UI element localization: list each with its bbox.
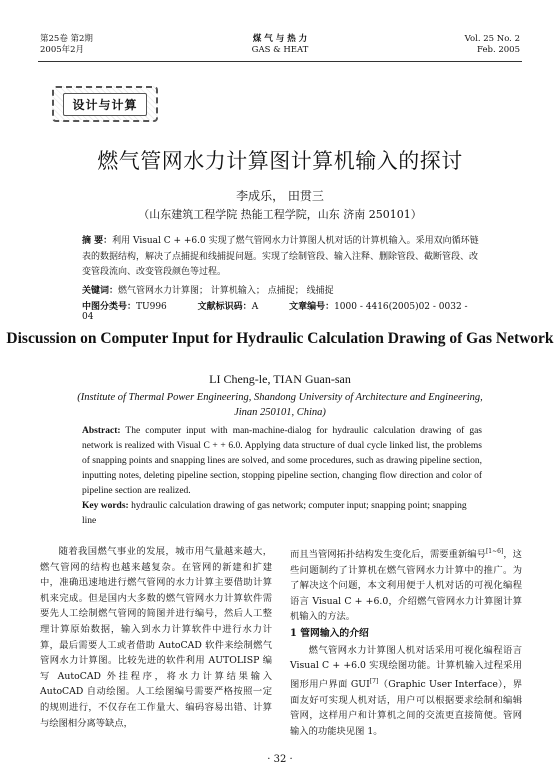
volume-en: Vol. 25 No. 2 bbox=[464, 34, 520, 44]
body-paragraph-continued: 而且当管网拓扑结构发生变化后，需要重新编号[1~6]，这些问题制约了计算机在燃气管网水力计算中的推广。为了解决这个问题，本文利用便于人机对话的可视化编程语言 Visual C + +6.0，介绍燃气管网水力计算图计算机输入的方法。 bbox=[290, 548, 522, 623]
title-en: Discussion on Computer Input for Hydraulic Calculation Drawing of Gas Network bbox=[6, 330, 554, 347]
abstract-en-label: Abstract: bbox=[82, 426, 121, 436]
citation: [7] bbox=[369, 677, 379, 685]
doc-value: A bbox=[251, 302, 259, 312]
affiliation-en: (Institute of Thermal Power Engineering, Shandong University of Architecture and Engineering, Jinan 250101, China) bbox=[77, 392, 483, 418]
article-label: 文章编号： bbox=[289, 302, 335, 312]
title-cn: 燃气管网水力计算图计算机输入的探讨 bbox=[97, 149, 463, 173]
journal-cn: 煤 气 与 热 力 bbox=[252, 34, 308, 44]
body-column-right bbox=[290, 544, 522, 739]
authors-cn: 李成乐， 田贯三 bbox=[236, 189, 324, 203]
clc-label: 中图分类号： bbox=[82, 302, 137, 312]
date-cn: 2005年2月 bbox=[40, 45, 85, 55]
section-1-heading: 1 管网输入的介绍 bbox=[290, 628, 369, 640]
body-column-left bbox=[40, 544, 272, 731]
keywords-en-text: hydraulic calculation drawing of gas network; computer input; snapping point; snapping line bbox=[82, 501, 467, 526]
authors-en: LI Cheng-le, TIAN Guan-san bbox=[209, 372, 351, 386]
classification-line bbox=[82, 299, 482, 322]
body-paragraph: 燃气管网水力计算图人机对话采用可视化编程语言 Visual C + +6.0 实现绘图功能。计算机输入过程采用图形用户界面 GUI[7]（Graphic User Interface），界面友好可实现人机对话，用户可以根据要求绘制和编辑管网，这样用户和计算机之间的交流更直接简便。管网输入的功能块见图 1。 bbox=[290, 644, 522, 737]
keywords-cn-label: 关键词： bbox=[82, 286, 119, 296]
abstract-cn-text: 利用 Visual C + +6.0 实现了燃气管网水力计算图人机对话的计算机输入。采用双向循环链表的数据结构，解决了点捕捉和线捕捉问题。实现了绘制管段、输入注释、删除管段、截断管段、改变管段流向、改变管段颜色等过程。 bbox=[82, 236, 479, 277]
header-right bbox=[465, 34, 520, 56]
date-en: Feb. 2005 bbox=[477, 45, 520, 55]
volume-cn: 第25卷 第2期 bbox=[40, 34, 93, 44]
body-paragraph: 随着我国燃气事业的发展，城市用气量越来越大，燃气管网的结构也越来越复杂。在管网的新建和扩建中，准确迅速地进行燃气管网的水力计算主要借助计算机来完成。但是国内大多数的燃气管网水力计算软件需要先人工绘制燃气管网的简图并进行编号，然后人工整理计算原始数据，输入到水力计算软件中进行水力计算，最后需要人工或者借助 AutoCAD 软件来绘制燃气管网水力计算图。比较先进的软件利用 AUTOLISP 编写 AutoCAD 外挂程序，将水力计算结果输入 AutoCAD 自动绘图。人工绘图编号需要严格按照一定的规则进行，不仅存在工作量大、编码容易出错、计算与绘图相分离等缺点， bbox=[40, 546, 272, 729]
citation: [1~6] bbox=[485, 548, 504, 555]
page-number: · 32 · bbox=[267, 754, 293, 765]
abstract-cn bbox=[82, 234, 482, 281]
doc-label: 文献标识码： bbox=[197, 302, 252, 312]
keywords-en bbox=[82, 499, 482, 529]
abstract-cn-label: 摘 要： bbox=[82, 236, 113, 246]
keywords-cn bbox=[82, 283, 334, 296]
header-rule bbox=[38, 61, 522, 62]
keywords-en-label: Key words: bbox=[82, 501, 129, 511]
clc-value: TU996 bbox=[136, 302, 167, 312]
section-banner bbox=[52, 86, 158, 122]
section-label: 设计与计算 bbox=[63, 93, 146, 116]
abstract-en-text: The computer input with man-machine-dialog for hydraulic calculation drawing of gas network is realized with Visual C + + 6.0. Applying data structure of dual cycle linked list, the problems of snapping points and snapping lines are solved, and some procedures, such as drawing pipeline section, inputting notes, deleting pipeline section, stopping pipeline section, changing flow direction and color of pipeline section are realized. bbox=[82, 426, 482, 496]
affiliation-cn: （山东建筑工程学院 热能工程学院，山东 济南 250101） bbox=[138, 208, 422, 221]
abstract-en bbox=[82, 424, 482, 499]
keywords-cn-text: 燃气管网水力计算图； 计算机输入； 点捕捉； 线捕捉 bbox=[118, 286, 334, 296]
journal-en: GAS & HEAT bbox=[251, 45, 309, 55]
article-value: 1000 - 4416(2005)02 - 0032 - 04 bbox=[82, 302, 468, 322]
